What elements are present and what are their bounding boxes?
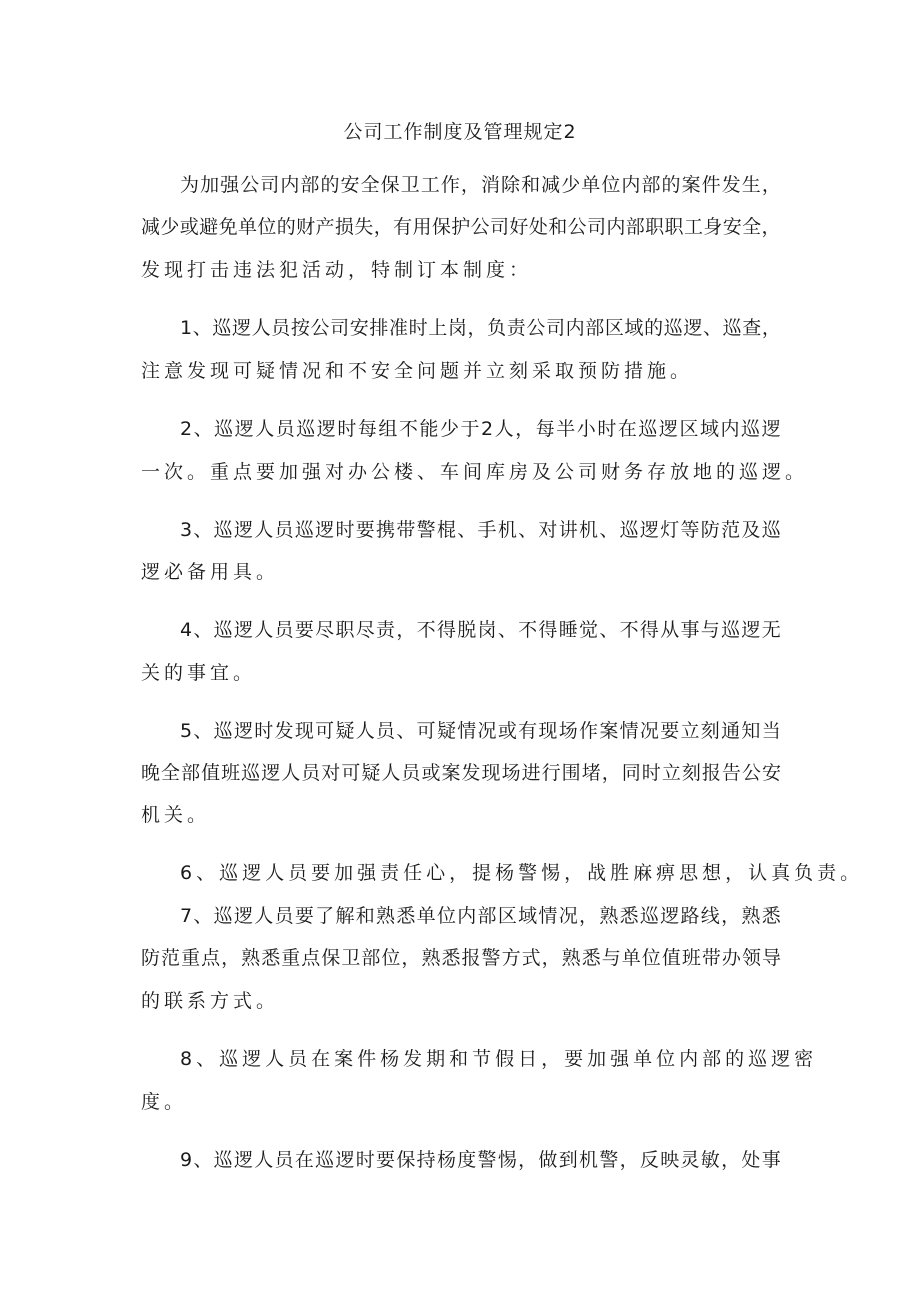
paragraph-line: 4 、 巡 逻 人 员 要 尽 职 尽 责 ， 不 得 脱 岗 、 不 得 睡 觉 、 不 得 从 事 与 巡 逻 无 <box>180 619 781 641</box>
paragraph-line: 度。 <box>141 1091 188 1113</box>
paragraph-line: 一次。重点要加强对办公楼、车间库房及公司财务存放地的巡逻。 <box>141 461 809 483</box>
document-title: 公司工作制度及管理规定2 <box>343 121 577 143</box>
paragraph-line: 8、巡逻人员在案件杨发期和节假日，要加强单位内部的巡逻密 <box>180 1048 818 1070</box>
paragraph-line: 关的事宜。 <box>141 662 257 684</box>
paragraph-line: 发现打击违法犯活动，特制订本制度： <box>141 259 533 281</box>
paragraph-line: 减 少 或 避 免 单 位 的 财 产 损 失 ， 有 用 保 护 公 司 好 处 和 公 司 内 部 职 职 工 身 安 全 ， <box>141 216 781 238</box>
paragraph-line: 9 、 巡 逻 人 员 在 巡 逻 时 要 保 持 杨 度 警 惕 ， 做 到 机 警 ， 反 映 灵 敏 ， 处 事 <box>180 1149 781 1171</box>
paragraph-line: 2 、 巡 逻 人 员 巡 逻 时 每 组 不 能 少 于 2 人 ， 每 半 小 时 在 巡 逻 区 域 内 巡 逻 <box>180 418 781 440</box>
paragraph-line: 1 、 巡 逻 人 员 按 公 司 安 排 准 时 上 岗 ， 负 责 公 司 内 部 区 域 的 巡 逻 、 巡 查 ， <box>180 317 781 339</box>
paragraph-line: 6、巡逻人员要加强责任心，提杨警惕，战胜麻痹思想，认真负责。 <box>180 862 864 884</box>
paragraph-line: 注意发现可疑情况和不安全问题并立刻采取预防措施。 <box>141 360 694 382</box>
paragraph-line: 为 加 强 公 司 内 部 的 安 全 保 卫 工 作 ， 消 除 和 减 少 单 位 内 部 的 案 件 发 生 ， <box>180 174 781 196</box>
paragraph-line: 防 范 重 点 ， 熟 悉 重 点 保 卫 部 位 ， 熟 悉 报 警 方 式 ， 熟 悉 与 单 位 值 班 带 办 领 导 <box>141 947 781 969</box>
paragraph-line: 3 、 巡 逻 人 员 巡 逻 时 要 携 带 警 棍 、 手 机 、 对 讲 机 、 巡 逻 灯 等 防 范 及 巡 <box>180 519 781 541</box>
paragraph-line: 机关。 <box>141 804 211 826</box>
paragraph-line: 逻必备用具。 <box>141 561 280 583</box>
paragraph-line: 晚 全 部 值 班 巡 逻 人 员 对 可 疑 人 员 或 案 发 现 场 进 行 围 堵 ， 同 时 立 刻 报 告 公 安 <box>141 762 781 784</box>
paragraph-line: 7 、 巡 逻 人 员 要 了 解 和 熟 悉 单 位 内 部 区 域 情 况 ， 熟 悉 巡 逻 路 线 ， 熟 悉 <box>180 905 781 927</box>
paragraph-line: 5 、 巡 逻 时 发 现 可 疑 人 员 、 可 疑 情 况 或 有 现 场 作 案 情 况 要 立 刻 通 知 当 <box>180 720 781 742</box>
paragraph-line: 的联系方式。 <box>141 990 280 1012</box>
